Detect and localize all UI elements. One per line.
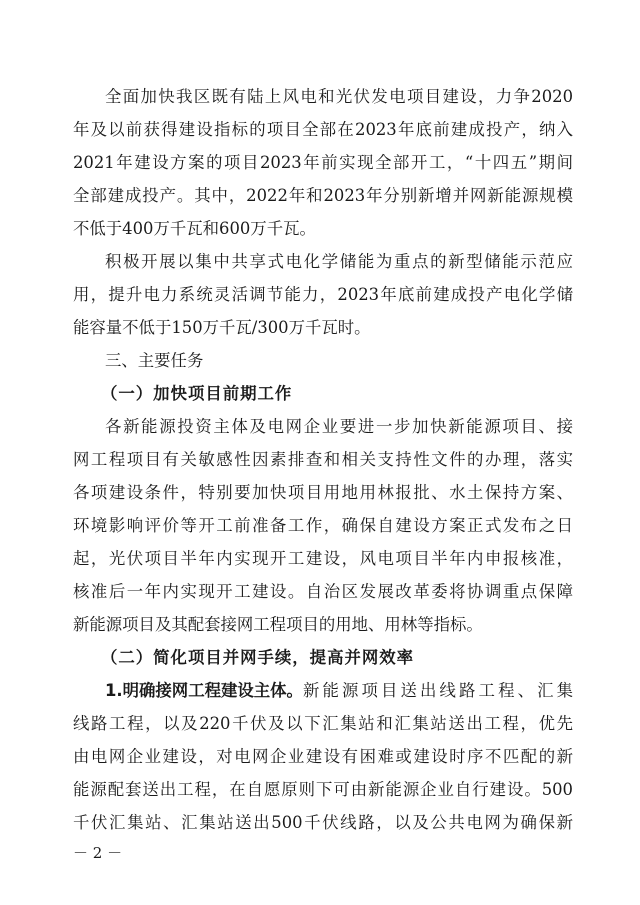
para1-line-1: 全面加快我区既有陆上风电和光伏发电项目建设，力争2020 [105,87,573,106]
para4-line-3: 由电网企业建设，对电网企业建设有困难或建设时序不匹配的新 [73,747,573,766]
para1-line-3: 2021年建设方案的项目2023年前实现全部开工，“十四五”期间 [73,153,573,172]
para2-line-3: 能容量不低于150万千瓦/300万千瓦时。 [73,318,371,337]
subheading-1: （一）加快项目前期工作 [101,384,293,403]
para4-line-1 [73,674,573,707]
para2-line-2: 用，提升电力系统灵活调节能力，2023年底前建成投产电化学储 [73,285,573,304]
para1-line-5: 不低于400万千瓦和600万千瓦。 [73,219,316,238]
para3-line-3: 各项建设条件，特别要加快项目用地用林报批、水土保持方案、 [73,483,573,502]
para3-line-2: 网工程项目有关敏感性因素排查和相关支持性文件的办理，落实 [73,450,573,469]
page-number: － 2 － [73,844,123,862]
para4-lead: 1.明确接网工程建设主体。 [105,681,303,700]
para4-line-5: 千伏汇集站、汇集站送出500千伏线路，以及公共电网为确保新 [73,813,573,832]
para1-line-2: 年及以前获得建设指标的项目全部在2023年底前建成投产，纳入 [73,120,573,139]
section-heading: 三、主要任务 [105,351,204,370]
para1-line-4: 全部建成投产。其中，2022年和2023年分别新增并网新能源规模 [73,186,573,205]
para4-line-1-rest: 新能源项目送出线路工程、汇集 [302,681,573,700]
para3-line-7: 新能源项目及其配套接网工程项目的用地、用林等指标。 [73,615,483,634]
para3-line-1: 各新能源投资主体及电网企业要进一步加快新能源项目、接 [105,417,573,436]
subheading-2: （二）简化项目并网手续，提高并网效率 [101,648,415,667]
para3-line-4: 环境影响评价等开工前准备工作，确保自建设方案正式发布之日 [73,516,573,535]
para3-line-5: 起，光伏项目半年内实现开工建设，风电项目半年内申报核准， [73,549,573,568]
para4-line-2: 线路工程，以及220千伏及以下汇集站和汇集站送出工程，优先 [73,714,573,733]
para3-line-6: 核准后一年内实现开工建设。自治区发展改革委将协调重点保障 [73,582,573,601]
para4-line-4: 能源配套送出工程，在自愿原则下可由新能源企业自行建设。500 [73,780,573,799]
para2-line-1: 积极开展以集中共享式电化学储能为重点的新型储能示范应 [105,252,573,271]
